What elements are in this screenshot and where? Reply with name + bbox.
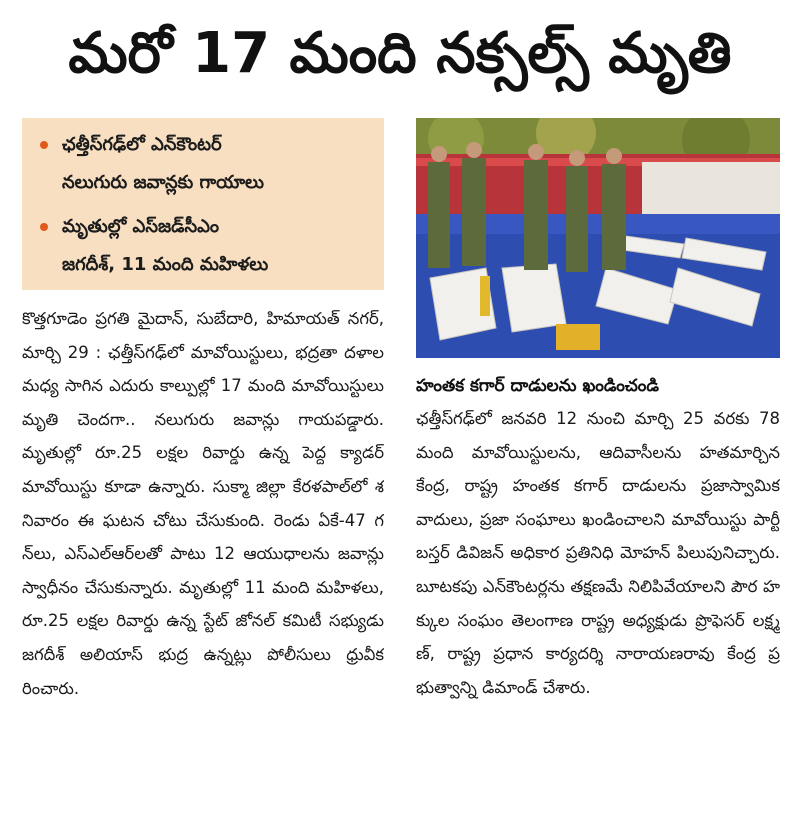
highlight-item: జగదీశ్, 11 మంది మహిళలు — [62, 254, 269, 275]
sidebar-text: ఛత్తీస్‌గఢ్‌లో జనవరి 12 నుంచి మార్చి 25 వరకు 78 మంది మావోయిస్టులను, ఆదివాసీలను హతమార్చిన కేంద్ర, రాష్ట్ర హంతక కగార్ దాడులను ప్రజాస్వామిక వాదులు, ప్రజా సంఘాలు ఖండించాలని మావోయిస్టు పార్టీ బస్తర్ డివిజన్ అధికార ప్రతినిధి మోహన్ పిలుపునిచ్చారు. బూటకపు ఎన్‌కౌంటర్లను తక్షణమే నిలిపివేయాలని పౌర హక్కుల సంఘం తెలంగాణ రాష్ట్ర అధ్యక్షుడు ప్రొఫెసర్ లక్ష్మణ్, రాష్ట్ర ప్రధాన కార్యదర్శి నారాయణరావు కేంద్ర ప్రభుత్వాన్ని డిమాండ్ చేశారు. — [416, 409, 780, 697]
headline: మరో 17 మంది నక్సల్స్ మృతి — [68, 21, 732, 86]
bullet-icon — [40, 141, 48, 149]
main-story — [22, 302, 384, 807]
highlight-item: నలుగురు జవాన్లకు గాయాలు — [62, 172, 265, 193]
bullet-icon — [40, 223, 48, 231]
highlights-box — [22, 118, 384, 290]
news-photo — [416, 118, 780, 358]
news-photo-icon — [416, 118, 780, 358]
highlight-item: ఛత్తీస్‌గఢ్‌లో ఎన్‌కౌంటర్ — [40, 126, 374, 164]
highlight-item: మృతుల్లో ఎస్‌జడ్‌సీఎం — [40, 208, 374, 246]
main-story-text: కొత్తగూడెం ప్రగతి మైదాన్, సుబేదారి, హిమాయత్ నగర్, మార్చి 29 : ఛత్తీస్‌గఢ్‌లో మావోయిస్టులు, భద్రతా దళాల మధ్య సాగిన ఎదురు కాల్పుల్లో 17 మంది మావోయిస్టులు మృతి చెందగా.. నలుగురు జవాన్లు గాయపడ్డారు. మృతుల్లో రూ.25 లక్షల రివార్డు ఉన్న పెద్ద క్యాడర్ మావోయిస్టు కూడా ఉన్నారు. సుక్మా జిల్లా కేరళపాల్‌లో శనివారం ఈ ఘటన చోటు చేసుకుంది. రెండు ఏకే-47 గన్‌లు, ఎస్‌ఎల్‌ఆర్‌లతో పాటు 12 ఆయుధాలను జవాన్లు స్వాధీనం చేసుకున్నారు. మృతుల్లో 11 మంది మహిళలు, రూ.25 లక్షల రివార్డు ఉన్న స్టేట్ జోనల్ కమిటీ సభ్యుడు జగదీశ్ అలియాస్ భుద్ర ఉన్నట్లు పోలీసులు ధ్రువీకరించారు. — [22, 309, 384, 698]
sidebar-caption: హంతక కగార్ దాడులను ఖండించండి — [416, 376, 659, 396]
sidebar-story — [416, 370, 780, 807]
